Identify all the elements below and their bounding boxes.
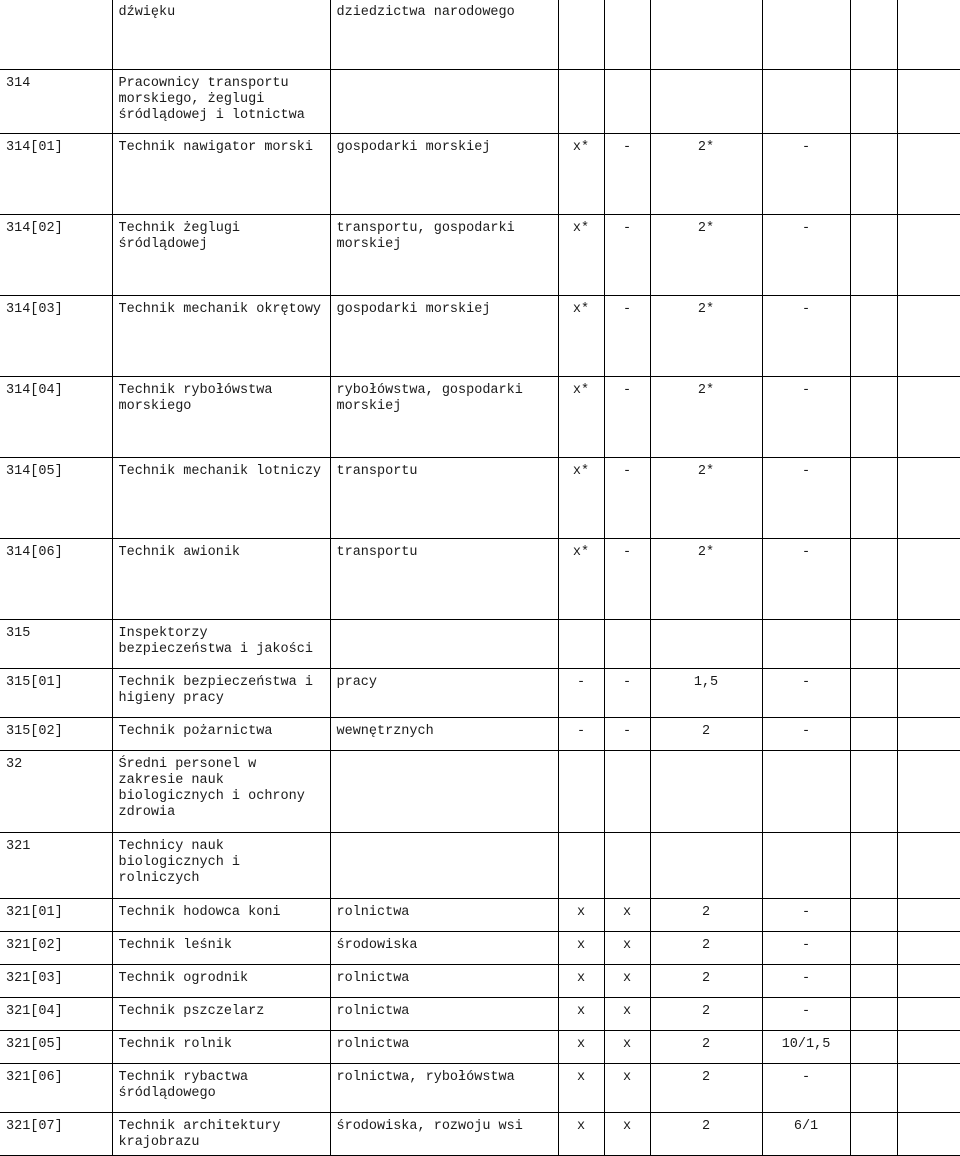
col2-cell: x: [604, 965, 650, 998]
col2-cell: -: [604, 215, 650, 296]
name-cell: Technik mechanik lotniczy: [112, 458, 330, 539]
col3-cell: 2*: [650, 215, 762, 296]
table-row: [0, 965, 960, 998]
col1-cell: x: [558, 1064, 604, 1113]
area-cell: dziedzictwa narodowego: [330, 0, 558, 70]
col5-cell: [850, 70, 897, 134]
col2-cell: -: [604, 458, 650, 539]
col4-cell: 6/1: [762, 1113, 850, 1156]
code-cell: 321[03]: [0, 965, 112, 998]
col5-cell: [850, 1113, 897, 1156]
table-row: [0, 70, 960, 134]
table-row: [0, 932, 960, 965]
name-cell: Technik nawigator morski: [112, 134, 330, 215]
code-cell: 314[06]: [0, 539, 112, 620]
col2-cell: -: [604, 718, 650, 751]
col4-cell: -: [762, 718, 850, 751]
col1-cell: x*: [558, 539, 604, 620]
code-cell: 314[04]: [0, 377, 112, 458]
col6-cell: [897, 718, 960, 751]
col3-cell: [650, 620, 762, 669]
code-cell: [0, 0, 112, 70]
col3-cell: 2*: [650, 539, 762, 620]
col6-cell: [897, 620, 960, 669]
code-cell: 314[01]: [0, 134, 112, 215]
col3-cell: [650, 0, 762, 70]
col4-cell: -: [762, 1064, 850, 1113]
col4-cell: -: [762, 134, 850, 215]
table-row: [0, 1031, 960, 1064]
name-cell: Technik rolnik: [112, 1031, 330, 1064]
area-cell: rolnictwa: [330, 998, 558, 1031]
col2-cell: [604, 833, 650, 899]
col4-cell: -: [762, 458, 850, 539]
col1-cell: [558, 620, 604, 669]
col1-cell: x*: [558, 134, 604, 215]
area-cell: gospodarki morskiej: [330, 296, 558, 377]
area-cell: [330, 620, 558, 669]
col1-cell: [558, 0, 604, 70]
code-cell: 314[05]: [0, 458, 112, 539]
area-cell: [330, 751, 558, 833]
col1-cell: [558, 833, 604, 899]
col5-cell: [850, 899, 897, 932]
table-row: [0, 669, 960, 718]
col1-cell: x*: [558, 458, 604, 539]
col4-cell: -: [762, 932, 850, 965]
col6-cell: [897, 377, 960, 458]
area-cell: rolnictwa: [330, 1031, 558, 1064]
table-row: [0, 751, 960, 833]
col4-cell: -: [762, 998, 850, 1031]
code-cell: 315: [0, 620, 112, 669]
col6-cell: [897, 998, 960, 1031]
area-cell: transportu, gospodarki morskiej: [330, 215, 558, 296]
name-cell: dźwięku: [112, 0, 330, 70]
col6-cell: [897, 215, 960, 296]
area-cell: środowiska, rozwoju wsi: [330, 1113, 558, 1156]
col6-cell: [897, 70, 960, 134]
col3-cell: 2*: [650, 296, 762, 377]
col1-cell: x*: [558, 215, 604, 296]
col1-cell: x: [558, 932, 604, 965]
name-cell: Technik leśnik: [112, 932, 330, 965]
table-row: [0, 899, 960, 932]
table-row: [0, 539, 960, 620]
col5-cell: [850, 718, 897, 751]
code-cell: 321[02]: [0, 932, 112, 965]
area-cell: rolnictwa: [330, 899, 558, 932]
col1-cell: x*: [558, 377, 604, 458]
area-cell: transportu: [330, 539, 558, 620]
table-row: [0, 134, 960, 215]
col5-cell: [850, 296, 897, 377]
col3-cell: 2*: [650, 377, 762, 458]
name-cell: Technik żeglugi śródlądowej: [112, 215, 330, 296]
col3-cell: 2*: [650, 458, 762, 539]
code-cell: 314[03]: [0, 296, 112, 377]
col4-cell: -: [762, 899, 850, 932]
col6-cell: [897, 296, 960, 377]
name-cell: Średni personel w zakresie nauk biologicznych i ochrony zdrowia: [112, 751, 330, 833]
table-row: [0, 458, 960, 539]
col4-cell: [762, 0, 850, 70]
col3-cell: 2: [650, 1113, 762, 1156]
col1-cell: x: [558, 998, 604, 1031]
table-row: [0, 215, 960, 296]
area-cell: pracy: [330, 669, 558, 718]
col6-cell: [897, 539, 960, 620]
col3-cell: [650, 70, 762, 134]
col2-cell: [604, 0, 650, 70]
col6-cell: [897, 751, 960, 833]
col4-cell: [762, 751, 850, 833]
table-row: [0, 296, 960, 377]
col4-cell: [762, 70, 850, 134]
code-cell: 315[01]: [0, 669, 112, 718]
col5-cell: [850, 620, 897, 669]
code-cell: 321[05]: [0, 1031, 112, 1064]
col1-cell: x*: [558, 296, 604, 377]
col2-cell: x: [604, 899, 650, 932]
col3-cell: [650, 751, 762, 833]
col3-cell: 2: [650, 718, 762, 751]
col2-cell: -: [604, 539, 650, 620]
col6-cell: [897, 1064, 960, 1113]
col4-cell: -: [762, 965, 850, 998]
area-cell: rolnictwa: [330, 965, 558, 998]
col3-cell: 2: [650, 932, 762, 965]
col5-cell: [850, 458, 897, 539]
col5-cell: [850, 932, 897, 965]
name-cell: Technik rybołówstwa morskiego: [112, 377, 330, 458]
name-cell: Technik pszczelarz: [112, 998, 330, 1031]
col4-cell: [762, 620, 850, 669]
col5-cell: [850, 998, 897, 1031]
table-row: [0, 998, 960, 1031]
col1-cell: -: [558, 669, 604, 718]
col5-cell: [850, 0, 897, 70]
col3-cell: 2: [650, 899, 762, 932]
col1-cell: x: [558, 1031, 604, 1064]
col3-cell: 1,5: [650, 669, 762, 718]
col4-cell: -: [762, 377, 850, 458]
col4-cell: -: [762, 539, 850, 620]
name-cell: Technik hodowca koni: [112, 899, 330, 932]
col3-cell: 2: [650, 1031, 762, 1064]
area-cell: wewnętrznych: [330, 718, 558, 751]
col6-cell: [897, 1031, 960, 1064]
col2-cell: -: [604, 296, 650, 377]
col1-cell: x: [558, 899, 604, 932]
col5-cell: [850, 965, 897, 998]
col2-cell: x: [604, 1031, 650, 1064]
col4-cell: -: [762, 296, 850, 377]
col5-cell: [850, 751, 897, 833]
table-row: [0, 0, 960, 70]
name-cell: Technik awionik: [112, 539, 330, 620]
col5-cell: [850, 833, 897, 899]
col2-cell: -: [604, 377, 650, 458]
col6-cell: [897, 1113, 960, 1156]
col6-cell: [897, 134, 960, 215]
col6-cell: [897, 932, 960, 965]
col4-cell: -: [762, 669, 850, 718]
area-cell: środowiska: [330, 932, 558, 965]
col2-cell: x: [604, 998, 650, 1031]
area-cell: gospodarki morskiej: [330, 134, 558, 215]
col6-cell: [897, 965, 960, 998]
col3-cell: 2: [650, 1064, 762, 1113]
col4-cell: 10/1,5: [762, 1031, 850, 1064]
col6-cell: [897, 899, 960, 932]
col6-cell: [897, 833, 960, 899]
col4-cell: [762, 833, 850, 899]
name-cell: Technik ogrodnik: [112, 965, 330, 998]
col3-cell: 2: [650, 965, 762, 998]
code-cell: 321[06]: [0, 1064, 112, 1113]
col6-cell: [897, 458, 960, 539]
col1-cell: -: [558, 718, 604, 751]
name-cell: Technik rybactwa śródlądowego: [112, 1064, 330, 1113]
col3-cell: [650, 833, 762, 899]
col2-cell: -: [604, 669, 650, 718]
name-cell: Technik architektury krajobrazu: [112, 1113, 330, 1156]
col6-cell: [897, 0, 960, 70]
area-cell: [330, 833, 558, 899]
col5-cell: [850, 1031, 897, 1064]
col5-cell: [850, 377, 897, 458]
table-row: [0, 1113, 960, 1156]
code-cell: 315[02]: [0, 718, 112, 751]
table-row: [0, 833, 960, 899]
area-cell: rolnictwa, rybołówstwa: [330, 1064, 558, 1113]
col5-cell: [850, 1064, 897, 1113]
code-cell: 321[04]: [0, 998, 112, 1031]
code-cell: 321[07]: [0, 1113, 112, 1156]
col3-cell: 2: [650, 998, 762, 1031]
table-row: [0, 620, 960, 669]
col2-cell: x: [604, 932, 650, 965]
code-cell: 314[02]: [0, 215, 112, 296]
col2-cell: [604, 70, 650, 134]
area-cell: rybołówstwa, gospodarki morskiej: [330, 377, 558, 458]
col2-cell: [604, 751, 650, 833]
col2-cell: [604, 620, 650, 669]
name-cell: Inspektorzy bezpieczeństwa i jakości: [112, 620, 330, 669]
col4-cell: -: [762, 215, 850, 296]
name-cell: Technik pożarnictwa: [112, 718, 330, 751]
col2-cell: -: [604, 134, 650, 215]
code-cell: 314: [0, 70, 112, 134]
col5-cell: [850, 669, 897, 718]
col1-cell: [558, 751, 604, 833]
table-row: [0, 377, 960, 458]
col1-cell: x: [558, 1113, 604, 1156]
code-cell: 32: [0, 751, 112, 833]
col3-cell: 2*: [650, 134, 762, 215]
name-cell: Technik bezpieczeństwa i higieny pracy: [112, 669, 330, 718]
col6-cell: [897, 669, 960, 718]
col2-cell: x: [604, 1113, 650, 1156]
code-cell: 321: [0, 833, 112, 899]
col5-cell: [850, 215, 897, 296]
col1-cell: [558, 70, 604, 134]
col5-cell: [850, 134, 897, 215]
table-row: [0, 1064, 960, 1113]
col1-cell: x: [558, 965, 604, 998]
code-cell: 321[01]: [0, 899, 112, 932]
table-row: [0, 718, 960, 751]
name-cell: Technicy nauk biologicznych i rolniczych: [112, 833, 330, 899]
area-cell: [330, 70, 558, 134]
col5-cell: [850, 539, 897, 620]
name-cell: Technik mechanik okrętowy: [112, 296, 330, 377]
col2-cell: x: [604, 1064, 650, 1113]
area-cell: transportu: [330, 458, 558, 539]
name-cell: Pracownicy transportu morskiego, żeglugi śródlądowej i lotnictwa: [112, 70, 330, 134]
